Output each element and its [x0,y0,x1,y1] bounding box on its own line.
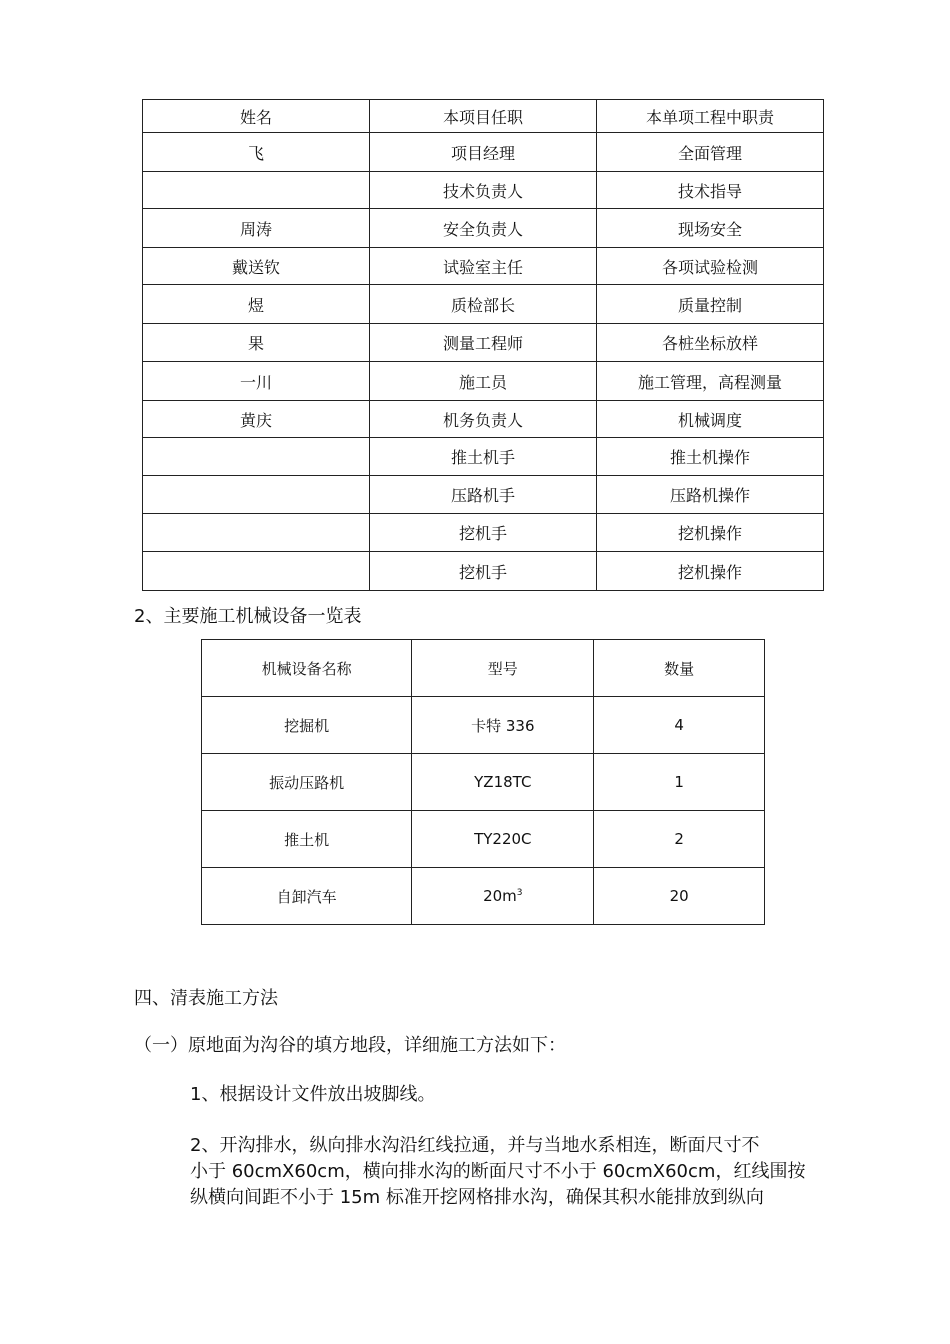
staff-cell-position: 施工员 [369,362,596,401]
staff-cell-position: 测量工程师 [369,324,596,362]
equipment-table-body [202,640,765,925]
staff-cell-name [143,514,370,552]
step2-line-2: 小于 60cmX60cm，横向排水沟的断面尺寸不小于 60cmX60cm，红线围按 [190,1161,806,1182]
staff-cell-name: 煜 [143,285,370,324]
staff-cell-position: 项目经理 [369,133,596,172]
equipment-model-text: YZ18TC [474,773,532,791]
equipment-model-text: 20m [483,887,517,905]
equipment-model-text: TY220C [474,830,532,848]
staff-cell-duty: 全面管理 [596,133,823,172]
staff-row [143,285,824,324]
equipment-cell-name: 推土机 [202,811,412,868]
staff-row [143,514,824,552]
staff-cell-position: 安全负责人 [369,209,596,248]
equipment-cell-model [412,697,594,754]
staff-row [143,401,824,438]
equipment-header-model: 型号 [412,640,594,697]
staff-cell-name [143,438,370,476]
staff-row [143,172,824,209]
staff-row [143,209,824,248]
staff-row [143,438,824,476]
staff-cell-duty: 各桩坐标放样 [596,324,823,362]
staff-cell-name [143,476,370,514]
staff-cell-name: 一川 [143,362,370,401]
equipment-cell-model [412,868,594,925]
step1-text: 1、根据设计文件放出坡脚线。 [190,1084,436,1105]
staff-cell-position: 质检部长 [369,285,596,324]
staff-cell-position: 压路机手 [369,476,596,514]
staff-cell-duty: 现场安全 [596,209,823,248]
staff-cell-name: 戴送钦 [143,248,370,285]
equipment-row [202,754,765,811]
staff-cell-duty: 施工管理，高程测量 [596,362,823,401]
staff-table [142,99,824,591]
staff-row [143,476,824,514]
staff-cell-name: 周涛 [143,209,370,248]
equipment-row [202,697,765,754]
staff-row [143,552,824,591]
equipment-section-title: 2、主要施工机械设备一览表 [134,606,362,627]
staff-cell-position: 机务负责人 [369,401,596,438]
staff-row [143,133,824,172]
equipment-cell-model [412,754,594,811]
staff-cell-name [143,552,370,591]
equipment-cell-name: 自卸汽车 [202,868,412,925]
equipment-model-superscript: 3 [516,888,523,898]
step2-line-1: 2、开沟排水，纵向排水沟沿红线拉通，并与当地水系相连，断面尺寸不 [190,1135,760,1156]
staff-cell-position: 技术负责人 [369,172,596,209]
staff-row [143,248,824,285]
staff-cell-position: 推土机手 [369,438,596,476]
equipment-header-row [202,640,765,697]
staff-cell-name: 果 [143,324,370,362]
staff-cell-position: 挖机手 [369,552,596,591]
staff-cell-duty: 挖机操作 [596,552,823,591]
staff-row [143,324,824,362]
equipment-cell-model [412,811,594,868]
staff-cell-duty: 技术指导 [596,172,823,209]
staff-cell-duty: 质量控制 [596,285,823,324]
staff-cell-duty: 机械调度 [596,401,823,438]
step2-line-3: 纵横向间距不小于 15m 标准开挖网格排水沟，确保其积水能排放到纵向 [190,1187,764,1208]
equipment-model-text: 卡特 336 [471,716,535,735]
staff-header-duty: 本单项工程中职责 [596,100,823,133]
staff-row [143,362,824,401]
staff-cell-duty: 各项试验检测 [596,248,823,285]
equipment-cell-name: 挖掘机 [202,697,412,754]
equipment-cell-qty: 4 [594,697,765,754]
equipment-row [202,868,765,925]
subsection1-title: （一）原地面为沟谷的填方地段，详细施工方法如下： [134,1035,566,1056]
staff-cell-duty: 推土机操作 [596,438,823,476]
equipment-cell-qty: 1 [594,754,765,811]
staff-cell-name [143,172,370,209]
staff-table-body [143,100,824,591]
equipment-row [202,811,765,868]
staff-cell-position: 试验室主任 [369,248,596,285]
equipment-table [201,639,765,925]
staff-cell-name: 飞 [143,133,370,172]
staff-cell-duty: 压路机操作 [596,476,823,514]
staff-header-name: 姓名 [143,100,370,133]
staff-cell-duty: 挖机操作 [596,514,823,552]
staff-cell-name: 黄庆 [143,401,370,438]
equipment-header-name: 机械设备名称 [202,640,412,697]
staff-header-position: 本项目任职 [369,100,596,133]
equipment-header-qty: 数量 [594,640,765,697]
section4-title: 四、清表施工方法 [134,988,278,1009]
staff-header-row [143,100,824,133]
equipment-cell-qty: 20 [594,868,765,925]
staff-cell-position: 挖机手 [369,514,596,552]
equipment-cell-name: 振动压路机 [202,754,412,811]
equipment-cell-qty: 2 [594,811,765,868]
